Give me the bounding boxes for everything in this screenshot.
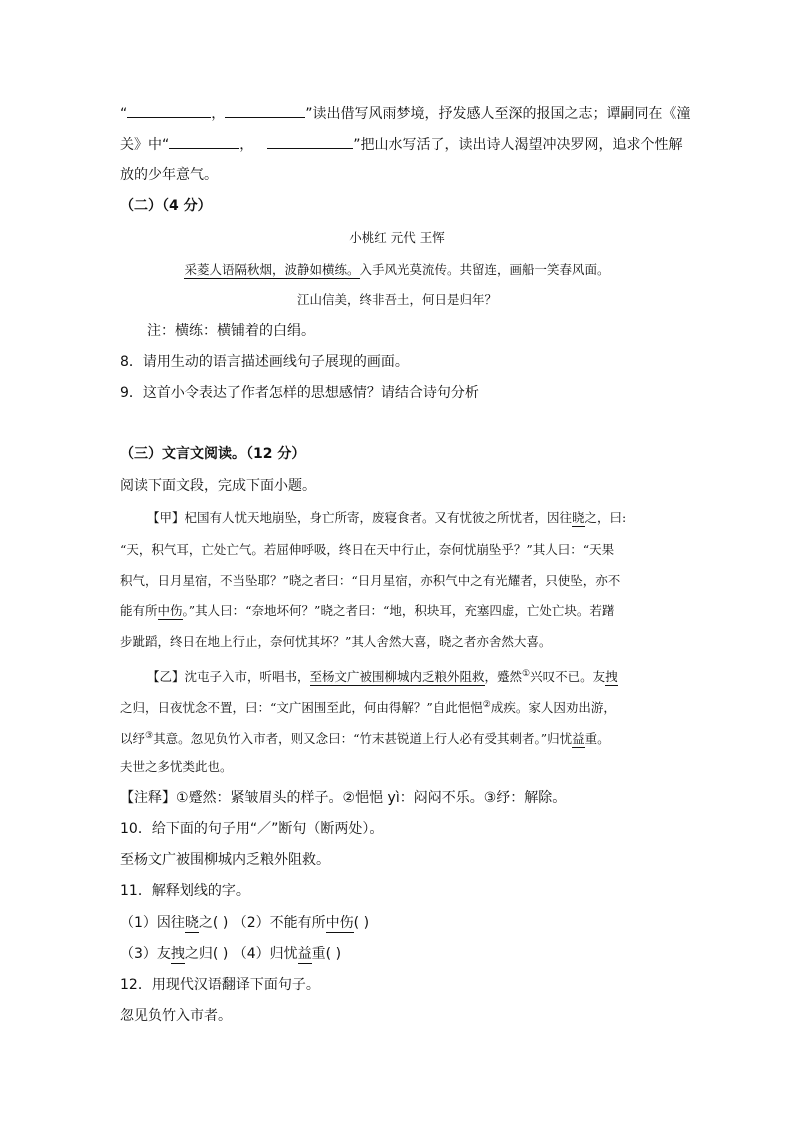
question-10-sentence: 至杨文广被围柳城内乏粮外阻救。 [120, 852, 330, 868]
passage-jia-line-5: 步跐蹈，终日在地上行止，奈何忧其坏？”其人舍然大喜，晓之者亦舍然大喜。 [120, 634, 552, 649]
passage-yi-line-2: 之归，日夜忧念不置，曰：“文广困围至此，何由得解？”自此悒悒②成疾。家人因劝出游， [120, 700, 616, 716]
underlined-char: 拽 [605, 669, 618, 685]
question-12-sentence: 忽见负竹入市者。 [120, 1008, 232, 1024]
question-9: 9．这首小令表达了作者怎样的思想感情？请结合诗句分析 [120, 385, 479, 401]
underlined-char: 益 [297, 946, 312, 962]
reading-instruction: 阅读下面文段，完成下面小题。 [120, 478, 316, 494]
underlined-char: 益 [572, 731, 585, 747]
underlined-char: 晓 [572, 510, 585, 525]
annotation: 【注释】①蹙然：紧皱眉头的样子。②悒悒 yì：闷闷不乐。③纾：解除。 [120, 790, 567, 806]
footnote-marker: ② [482, 700, 491, 710]
passage-jia-line-1: 【甲】杞国有人忧天地崩坠，身亡所寄，废寝食者。又有忧彼之所忧者，因往晓之，曰: [147, 510, 627, 525]
comma: ， [239, 137, 254, 153]
question-12: 12．用现代汉语翻译下面句子。 [120, 977, 320, 993]
underlined-char: 晓 [184, 915, 199, 931]
underlined-poem-phrase: 采菱人语隔秋烟，波静如横练。 [184, 262, 360, 277]
question-11: 11．解释划线的字。 [120, 883, 250, 899]
passage-jia-line-3: 积气，日月星宿，不当坠耶？”晓之者曰：“日月星宿，亦积气中之有光耀者，只使坠，亦不 [120, 573, 621, 588]
answer-blank[interactable] [169, 134, 239, 149]
section-heading-2: （二）（4 分） [120, 198, 212, 214]
question-8: 8．请用生动的语言描述画线句子展现的画面。 [120, 354, 409, 370]
passage-yi-line-1: 【乙】沈屯子入市，听唱书，至杨文广被围柳城内乏粮外阻救，蹙然①兴叹不已。友拽 [147, 669, 618, 685]
poem-text: 入手风光莫流传。共留连，画船一笑春风面。 [359, 262, 610, 277]
fill-blank-line-2 [120, 134, 683, 155]
quote-open: “ [120, 106, 128, 122]
underlined-word: 中伤 [157, 603, 183, 618]
comma: ， [211, 106, 226, 122]
fill-blank-line-3: 放的少年意气。 [120, 167, 218, 183]
answer-blank[interactable] [267, 134, 353, 149]
footnote-marker: ③ [145, 731, 154, 741]
passage-jia-line-4: 能有所中伤。”其人曰：“奈地坏何？”晓之者曰：“地，积块耳，充塞四虚，亡处亡块。若躇 [120, 603, 615, 618]
fill-blank-line-1 [120, 103, 691, 124]
question-10: 10．给下面的句子用“／”断句（断两处）。 [120, 821, 384, 837]
underlined-sentence: 至杨文广被围柳城内乏粮外阻救 [309, 669, 485, 685]
footnote-marker: ① [522, 669, 531, 679]
underlined-word: 中伤 [325, 915, 354, 931]
section-heading-3: （三）文言文阅读。（12 分） [120, 446, 306, 462]
passage-jia-line-2: “天，积气耳，亡处亡气。若屈伸呼吸，终日在天中行止，奈何忧崩坠乎？”其人曰：“天果 [120, 542, 615, 557]
line-text: ”读出借写风雨梦境，抒发感人至深的报国之志；谭嗣同在《潼 [305, 106, 691, 122]
passage-yi-line-3: 以纾③其意。忽见负竹入市者，则又念曰：“竹末甚锐道上行人必有受其刺者。”归忧益重。 [120, 731, 610, 747]
poem-line-1 [0, 260, 794, 280]
poem-note: 注：横练：横铺着的白绢。 [147, 323, 315, 339]
question-11-row-1: （1）因往晓之( ) （2）不能有所中伤( ) [120, 915, 370, 931]
underlined-char: 拽 [170, 946, 185, 962]
answer-blank[interactable] [225, 103, 305, 118]
line-text: 关》中“ [120, 137, 170, 153]
poem-line-2: 江山信美，终非吾土，何日是归年？ [296, 292, 497, 307]
line-text: ”把山水写活了，读出诗人渴望冲决罗网，追求个性解 [353, 137, 683, 153]
question-11-row-2: （3）友拽之归( ) （4）归忧益重( ) [120, 946, 342, 962]
answer-blank[interactable] [127, 103, 211, 118]
poem-title: 小桃红 元代 王恽 [349, 230, 445, 245]
passage-yi-line-4: 夫世之多忧类此也。 [120, 759, 233, 774]
